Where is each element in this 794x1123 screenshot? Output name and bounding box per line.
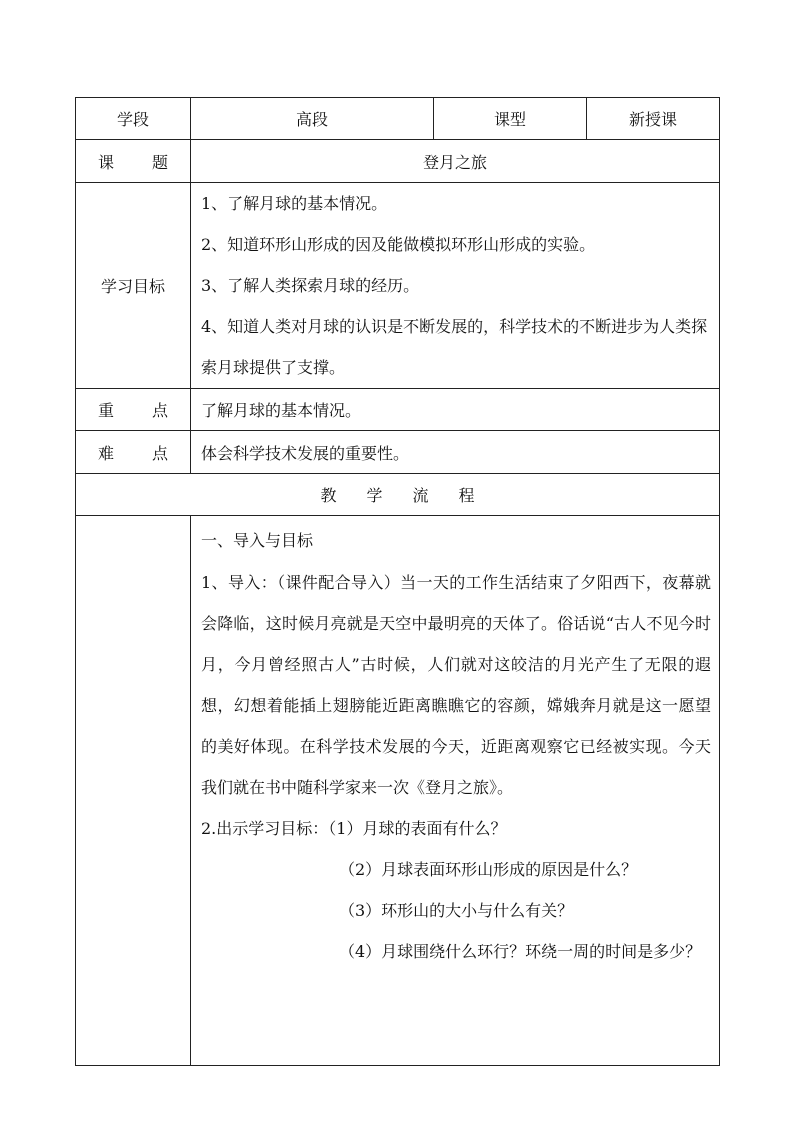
key-point-row <box>76 389 720 431</box>
goal-item: （1）月球的表面有什么？ <box>328 819 507 838</box>
difficulty-value: 体会科学技术发展的重要性。 <box>191 431 720 474</box>
goals-first-line <box>201 808 711 849</box>
difficulty-row <box>76 431 720 474</box>
flow-heading-row <box>76 474 720 516</box>
objective-item: 1、了解月球的基本情况。 <box>201 194 388 213</box>
type-label: 课型 <box>434 98 587 140</box>
process-content <box>191 516 720 1066</box>
objectives-label: 学习目标 <box>76 183 191 389</box>
stage-value: 高段 <box>191 98 434 140</box>
topic-value: 登月之旅 <box>191 140 720 183</box>
objectives-row <box>76 183 720 389</box>
type-value: 新授课 <box>587 98 720 140</box>
process-left-cell <box>76 516 191 1066</box>
header-row <box>76 98 720 140</box>
goal-item: （3）环形山的大小与什么有关？ <box>339 901 574 920</box>
objective-item: 2、知道环形山形成的因及能做模拟环形山形成的实验。 <box>201 235 596 254</box>
key-point-value: 了解月球的基本情况。 <box>191 389 720 431</box>
objectives-list <box>191 183 720 389</box>
flow-heading: 教 学 流 程 <box>76 474 720 516</box>
process-row <box>76 516 720 1066</box>
stage-label: 学段 <box>76 98 191 140</box>
lesson-plan-table <box>75 97 720 1066</box>
key-point-label: 重 点 <box>76 389 191 431</box>
intro-paragraph: 1、导入：（课件配合导入）当一天的工作生活结束了夕阳西下，夜幕就会降临，这时候月亮就是天空中最明亮的天体了。俗话说“古人不见今时月，今月曾经照古人”古时候，人们就对这皎洁的月光产生了无限的遐想，幻想着能插上翅膀能近距离瞧瞧它的容颜，嫦娥奔月就是这一愿望的美好体现。在科学技术发展的今天，近距离观察它已经被实现。今天我们就在书中随科学家来一次《登月之旅》。 <box>201 573 711 797</box>
objective-item: 3、了解人类探索月球的经历。 <box>201 276 420 295</box>
topic-label: 课 题 <box>76 140 191 183</box>
goal-item: （2）月球表面环形山形成的原因是什么？ <box>339 860 638 879</box>
section-title: 一、导入与目标 <box>201 531 314 550</box>
topic-row <box>76 140 720 183</box>
goal-item: （4）月球围绕什么环行？环绕一周的时间是多少？ <box>339 942 702 961</box>
goals-lead: 2.出示学习目标： <box>201 819 329 838</box>
difficulty-label: 难 点 <box>76 431 191 474</box>
objective-item: 4、知道人类对月球的认识是不断发展的，科学技术的不断进步为人类探索月球提供了支撑。 <box>201 317 708 377</box>
